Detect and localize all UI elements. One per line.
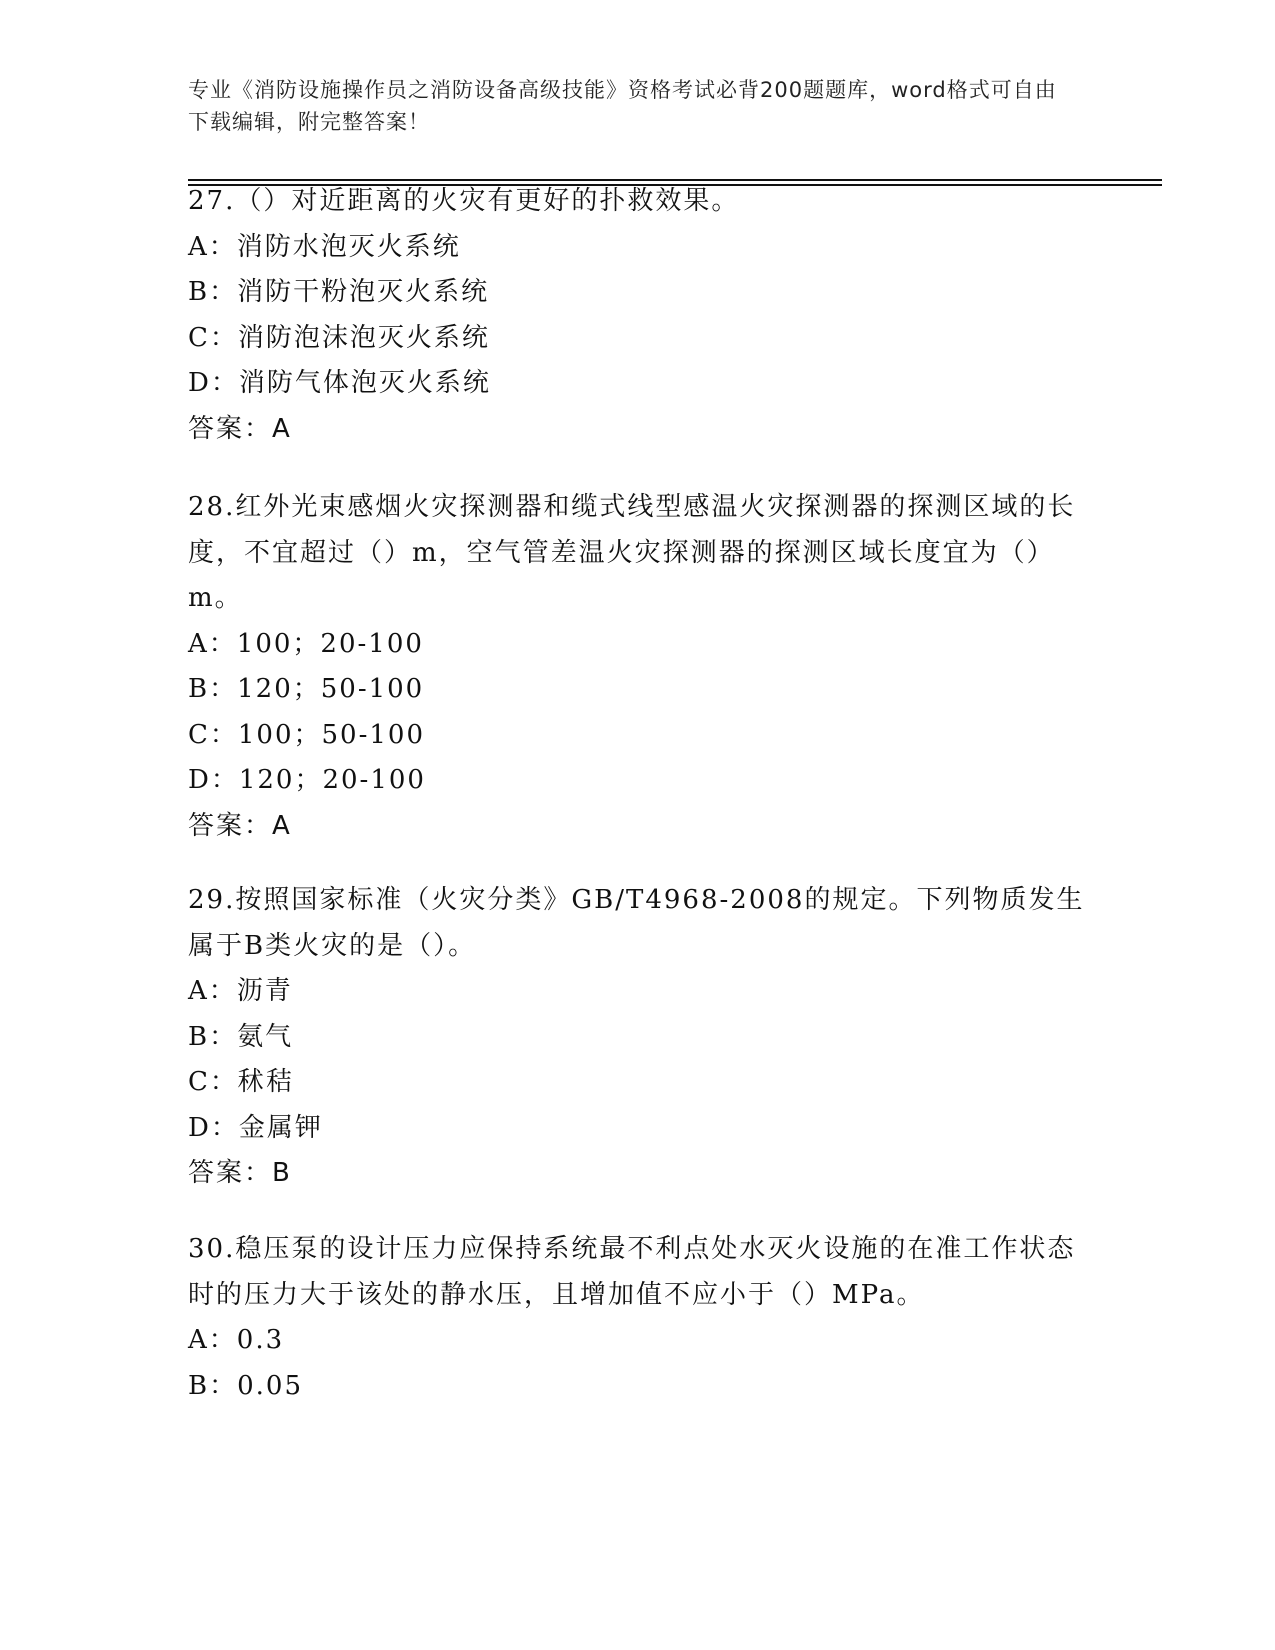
option-b: B：消防干粉泡灭火系统 <box>188 277 490 307</box>
option-c: C：消防泡沫泡灭火系统 <box>188 322 490 353</box>
option-b: B：0.05 <box>188 1370 303 1401</box>
option-c: C：秫秸 <box>188 1067 294 1097</box>
option-b: B：120；50-100 <box>188 674 425 704</box>
document-title: 专业《消防设施操作员之消防设备高级技能》资格考试必背200题题库，word格式可自由下载编辑，附完整答案！ <box>188 78 1057 134</box>
answer: 答案：B <box>188 1158 292 1188</box>
answer: 答案：A <box>188 810 292 841</box>
question-28 <box>188 485 1088 849</box>
option-a: A：100；20-100 <box>188 628 424 659</box>
answer: 答案：A <box>188 413 292 444</box>
question-30 <box>188 1227 1088 1409</box>
question-text: 29.按照国家标准（火灾分类》GB/T4968-2008的规定。下列物质发生属于B类火灾的是（）。 <box>188 885 1085 961</box>
option-a: A：0.3 <box>188 1325 285 1355</box>
option-d: D：120；20-100 <box>188 765 426 795</box>
document-header <box>188 74 1068 138</box>
option-a: A：消防水泡灭火系统 <box>188 231 461 262</box>
option-c: C：100；50-100 <box>188 719 426 750</box>
option-d: D：消防气体泡灭火系统 <box>188 368 491 398</box>
question-text: 28.红外光束感烟火灾探测器和缆式线型感温火灾探测器的探测区域的长度，不宜超过（）m，空气管差温火灾探测器的探测区域长度宜为（）m。 <box>188 492 1076 613</box>
question-text: 30.稳压泵的设计压力应保持系统最不利点处水灭火设施的在准工作状态时的压力大于该处的静水压，且增加值不应小于（）MPa。 <box>188 1234 1076 1310</box>
option-b: B：氨气 <box>188 1021 294 1052</box>
question-text: 27.（）对近距离的火灾有更好的扑救效果。 <box>188 186 740 216</box>
option-a: A：沥青 <box>188 976 293 1006</box>
option-d: D：金属钾 <box>188 1112 323 1143</box>
question-29 <box>188 878 1088 1197</box>
question-27 <box>188 179 1088 452</box>
